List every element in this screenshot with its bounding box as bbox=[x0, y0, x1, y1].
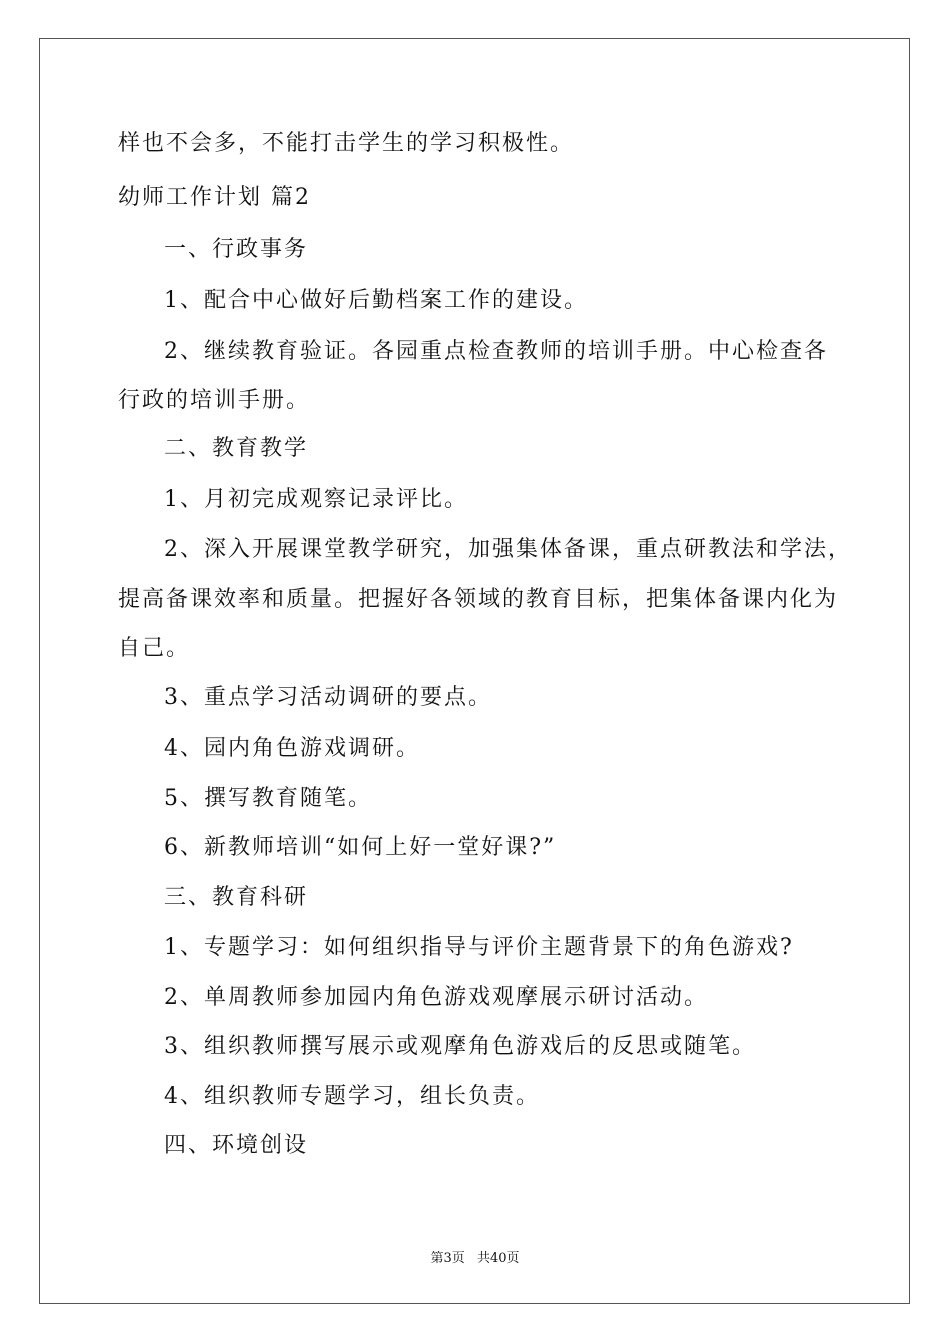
page-number: 第3页 bbox=[430, 1251, 465, 1266]
paragraph-line: 2、单周教师参加园内角色游戏观摩展示研讨活动。 bbox=[164, 985, 708, 1010]
paragraph-line: 4、园内角色游戏调研。 bbox=[164, 736, 420, 761]
heading-environment: 四、环境创设 bbox=[164, 1133, 309, 1158]
paragraph-line: 1、月初完成观察记录评比。 bbox=[164, 487, 468, 512]
paragraph-line: 6、新教师培训“如何上好一堂好课?” bbox=[164, 835, 557, 860]
heading-research: 三、教育科研 bbox=[164, 885, 309, 910]
paragraph-line: 2、继续教育验证。各园重点检查教师的培训手册。中心检查各 bbox=[164, 339, 828, 364]
paragraph-line: 样也不会多，不能打击学生的学习积极性。 bbox=[118, 131, 575, 156]
paragraph-line: 提高备课效率和质量。把握好各领域的教育目标，把集体备课内化为 bbox=[118, 587, 839, 612]
page-frame bbox=[39, 38, 910, 1304]
paragraph-line: 5、撰写教育随笔。 bbox=[164, 786, 372, 811]
paragraph-line: 1、配合中心做好后勤档案工作的建设。 bbox=[164, 288, 588, 313]
heading-administration: 一、行政事务 bbox=[164, 237, 309, 262]
paragraph-line: 1、专题学习：如何组织指导与评价主题背景下的角色游戏? bbox=[164, 935, 794, 960]
paragraph-line: 3、组织教师撰写展示或观摩角色游戏后的反思或随笔。 bbox=[164, 1034, 756, 1059]
heading-teaching: 二、教育教学 bbox=[164, 436, 309, 461]
page-total: 共40页 bbox=[476, 1251, 520, 1266]
paragraph-line: 2、深入开展课堂教学研究，加强集体备课，重点研教法和学法， bbox=[164, 537, 852, 562]
paragraph-line: 行政的培训手册。 bbox=[118, 388, 311, 413]
page-footer bbox=[0, 1247, 950, 1266]
paragraph-line: 3、重点学习活动调研的要点。 bbox=[164, 685, 492, 710]
paragraph-line: 4、组织教师专题学习，组长负责。 bbox=[164, 1084, 540, 1109]
paragraph-line: 自己。 bbox=[118, 636, 191, 661]
section-title: 幼师工作计划 篇2 bbox=[118, 185, 311, 210]
